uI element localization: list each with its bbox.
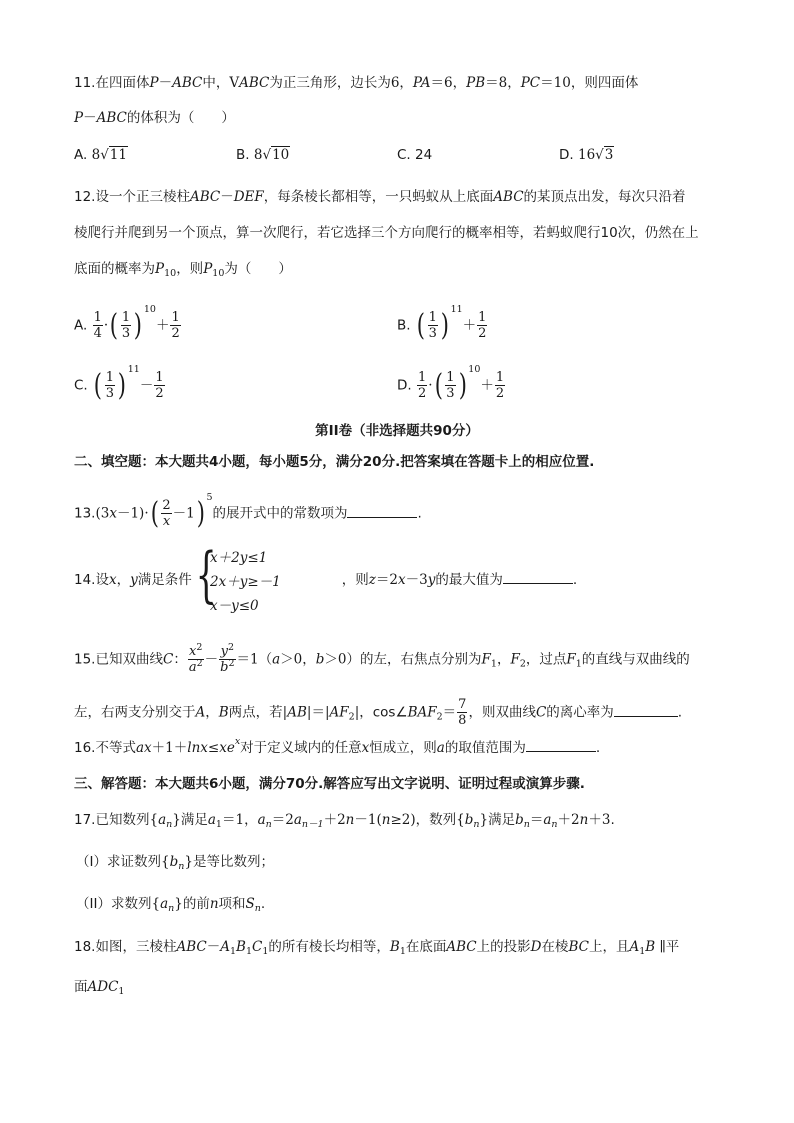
q16: 16.不等式ax＋1＋lnx≤xex对于定义域内的任意x恒成立，则a的取值范围为 . [74,736,601,756]
q14-brace: { [195,540,217,610]
q17-part1: （I）求证数列$\{b_n\}$是等比数列； [76,854,274,872]
q14-condition-1: x＋2y≤1 [210,550,268,566]
q12-line3: 底面的概率为$P_{10}$，则$P_{10}$为（ ） [74,261,292,279]
q12-option-a: A. $\frac{1}{4}$ ·( $\frac{1}{3}$ ) 10＋ $\frac{1}{2}$ [74,304,180,343]
q18-line1: 18.如图，三棱柱$ABC-A_1B_1C_1$的所有棱长均相等，$B_1$在底面ABC上的投影D在棱BC上，且$A_1B$ ∥平 [74,939,680,957]
q12-option-d: D. $\frac{1}{2}$ ·( $\frac{1}{3}$ ) 10＋ $\frac{1}{2}$ [397,364,505,403]
q11-line1: 11.在四面体P－ABC中，VABC为正三角形，边长为6，PA＝6，PB＝8，PC＝10，则四面体 [74,75,639,91]
q18-line2: 面$ADC_1$ [74,979,125,997]
q12-option-c: C. ( $\frac{1}{3}$ ) 11－ $\frac{1}{2}$ [74,364,164,403]
q12-line1: 12.设一个正三棱柱ABC－DEF，每条棱长都相等，一只蚂蚁从上底面ABC的某顶点出发，每次只沿着 [74,189,686,205]
q11-option-c [397,145,432,165]
q11-option-a: A. 8√11 [74,147,127,163]
q11-option-b: B. 8√10 [236,147,290,163]
q17-line1: 17.已知数列$\{a_n\}$满足$a_1=1$，$a_n=2a_{n-1}+2n-1(n\ge 2)$，数列$\{b_n\}$满足$b_n=a_n+2n+3$. [74,812,615,830]
q14-conditions [210,546,281,618]
q15-line2: 左，右两支分别交于A，B两点，若$|AB|=|AF_2|$，$\cos\angle BAF_2=$ $\frac{7}{8}$ ，则双曲线C的离心率为 . [74,697,683,728]
q15-line1: 15.已知双曲线C： $\frac{x2}{a2}$ － $\frac{y2}{b2}$ ＝1（a＞0，b＞0）的左，右焦点分别为$F_1$，$F_2$，过点$F_1$的直线与双曲线的 [74,642,690,675]
q13: 13.(3x－1)·( $\frac{2}{x}$ －1) 5的展开式中的常数项为 . [74,492,422,531]
section2-heading: 二、填空题：本大题共4小题，每小题5分，满分20分.把答案填在答题卡上的相应位置. [74,454,595,470]
section3-heading: 三、解答题：本大题共6小题，满分70分.解答应写出文字说明、证明过程或演算步骤. [74,776,585,792]
q14-condition-3: x－y≤0 [210,598,259,614]
q17-part2: （II）求数列$\{a_n\}$的前n项和$S_n$. [76,896,266,914]
q11-option-d: D. 16√3 [559,147,614,163]
q12-line2: 棱爬行并爬到另一个顶点，算一次爬行，若它选择三个方向爬行的概率相等，若蚂蚁爬行10次，仍然在上 [74,225,699,241]
q11-option-c-text: C. 24 [397,147,433,163]
part2-title: 第II卷（非选择题共90分） [315,423,479,439]
q11-line2: P－ABC的体积为（ ） [74,110,235,126]
q14-condition-2: 2x＋y≥－1 [210,574,281,590]
q14: 14.设x，y满足条件 ，则z＝2x－3y的最大值为 . [74,572,578,588]
q12-option-b: B. ( $\frac{1}{3}$ ) 11＋ $\frac{1}{2}$ [397,304,487,343]
